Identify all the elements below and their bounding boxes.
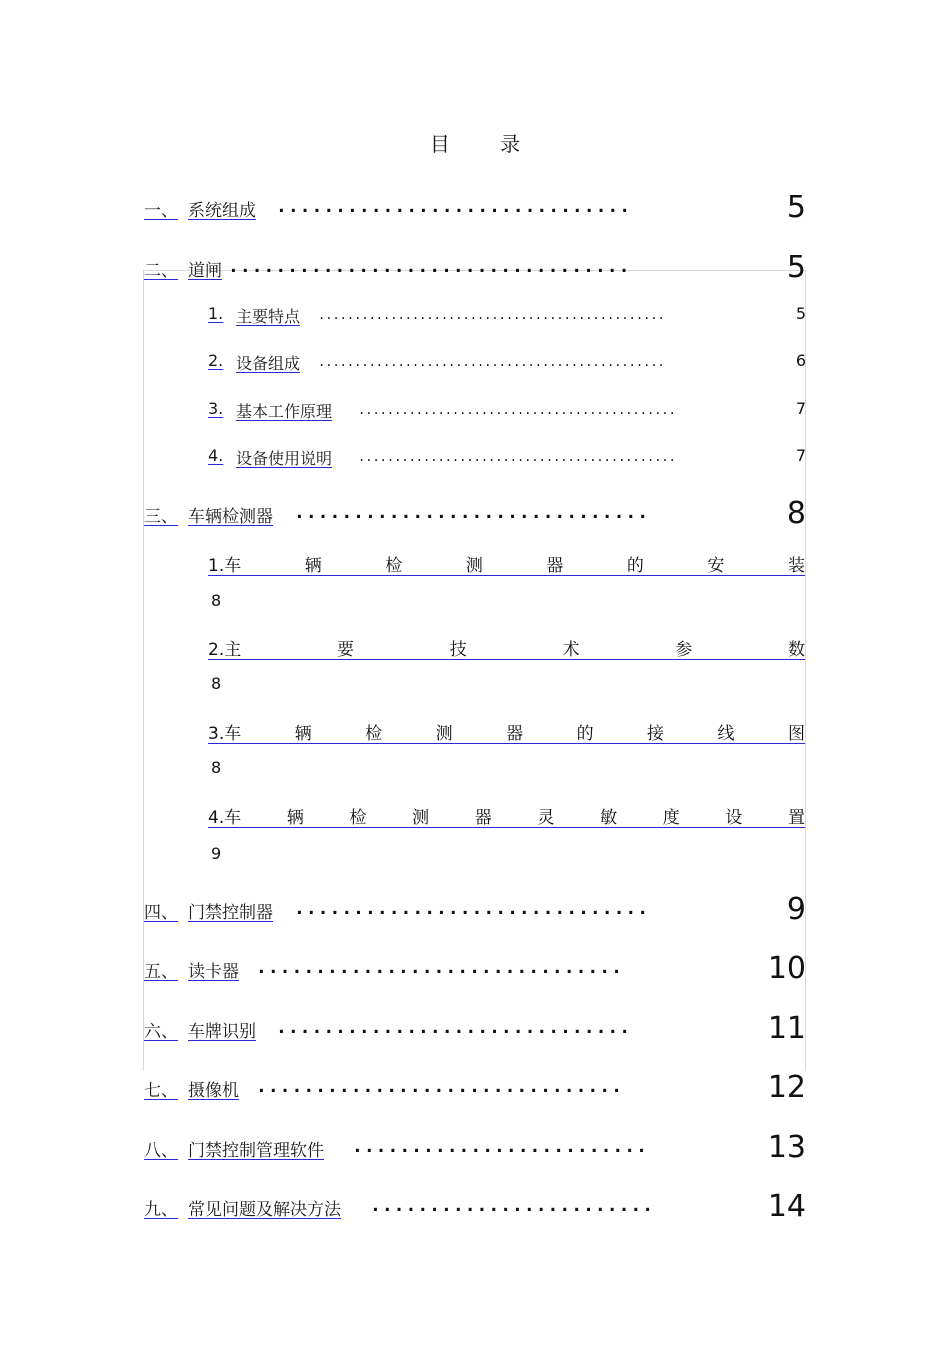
toc-leader-dots: .............................. bbox=[294, 898, 650, 919]
toc-entry-2[interactable] bbox=[0, 250, 950, 290]
toc-page-number: 12 bbox=[767, 1070, 806, 1105]
toc-entry-1[interactable] bbox=[0, 190, 950, 230]
toc-label: 系统组成 bbox=[188, 201, 256, 221]
toc-char: 测 bbox=[465, 556, 483, 576]
toc-entry-3[interactable] bbox=[0, 496, 950, 536]
toc-number: 八、 bbox=[144, 1141, 178, 1161]
toc-leader-dots: .............................. bbox=[294, 502, 650, 523]
toc-leader-dots: .............................. bbox=[276, 1017, 632, 1038]
toc-char: 3.车 bbox=[208, 724, 242, 744]
toc-label: 门禁控制器 bbox=[188, 903, 273, 923]
toc-number: 3. bbox=[208, 399, 224, 418]
toc-page-number: 5 bbox=[795, 304, 806, 323]
toc-char: 的 bbox=[626, 556, 644, 576]
toc-page-number: 14 bbox=[767, 1189, 806, 1224]
toc-leader-dots: ........................ bbox=[370, 1195, 655, 1216]
toc-label: 常见问题及解决方法 bbox=[188, 1200, 341, 1220]
toc-page-number: 13 bbox=[767, 1130, 806, 1165]
toc-leader-dots: ............................................ bbox=[358, 403, 676, 417]
toc-number: 六、 bbox=[144, 1022, 178, 1042]
toc-number: 四、 bbox=[144, 903, 178, 923]
page-title: 目 录 bbox=[429, 132, 543, 156]
toc-char: 辆 bbox=[286, 808, 304, 828]
toc-page-number: 8 bbox=[211, 591, 222, 610]
toc-page-number: 5 bbox=[786, 190, 806, 225]
toc-entry-4[interactable] bbox=[0, 892, 950, 932]
toc-label: 摄像机 bbox=[188, 1081, 239, 1101]
toc-page-number: 8 bbox=[211, 758, 222, 777]
toc-char: 线 bbox=[717, 724, 735, 744]
toc-leader-dots: .............................. bbox=[276, 196, 632, 217]
toc-label: 读卡器 bbox=[188, 962, 239, 982]
toc-char: 1.车 bbox=[208, 556, 242, 576]
toc-char: 2.主 bbox=[208, 640, 242, 660]
toc-page-number: 9 bbox=[786, 892, 806, 927]
toc-char: 置 bbox=[788, 808, 805, 828]
toc-subentry-gate-4[interactable] bbox=[0, 446, 950, 486]
toc-leader-dots: ......................... bbox=[352, 1136, 648, 1157]
toc-number: 二、 bbox=[144, 261, 178, 281]
toc-char: 器 bbox=[474, 808, 492, 828]
toc-label: 车牌识别 bbox=[188, 1022, 256, 1042]
toc-entry-7[interactable] bbox=[0, 1070, 950, 1110]
toc-leader-dots: .................................. bbox=[228, 256, 631, 277]
toc-subentry-gate-1[interactable] bbox=[0, 304, 950, 344]
toc-char: 4.车 bbox=[208, 808, 242, 828]
toc-entry-8[interactable] bbox=[0, 1130, 950, 1170]
toc-subentry-detector-3[interactable] bbox=[208, 719, 805, 744]
toc-number: 九、 bbox=[144, 1200, 178, 1220]
toc-subentry-detector-2[interactable] bbox=[208, 635, 805, 660]
toc-number: 五、 bbox=[144, 962, 178, 982]
toc-char: 设 bbox=[725, 808, 743, 828]
toc-page-number: 7 bbox=[795, 446, 806, 465]
toc-entry-5[interactable] bbox=[0, 951, 950, 991]
toc-leader-dots: ................................................ bbox=[318, 308, 665, 322]
toc-char: 测 bbox=[435, 724, 453, 744]
toc-number: 七、 bbox=[144, 1081, 178, 1101]
toc-number: 2. bbox=[208, 351, 224, 370]
toc-subentry-detector-1[interactable] bbox=[208, 551, 805, 576]
toc-page-number: 9 bbox=[211, 844, 222, 863]
toc-char: 器 bbox=[506, 724, 524, 744]
toc-label: 车辆检测器 bbox=[188, 507, 273, 527]
toc-char: 术 bbox=[562, 640, 580, 660]
toc-char: 器 bbox=[546, 556, 564, 576]
toc-char: 接 bbox=[647, 724, 665, 744]
toc-char: 检 bbox=[385, 556, 403, 576]
toc-char: 敏 bbox=[600, 808, 618, 828]
toc-label: 设备使用说明 bbox=[236, 449, 333, 468]
toc-char: 检 bbox=[349, 808, 367, 828]
toc-page-number: 10 bbox=[767, 951, 806, 986]
toc-leader-dots: ............................... bbox=[256, 1076, 623, 1097]
toc-char: 要 bbox=[336, 640, 354, 660]
toc-leader-dots: ................................................ bbox=[318, 355, 665, 369]
toc-char: 数 bbox=[787, 640, 805, 660]
toc-page-number: 5 bbox=[786, 250, 806, 285]
toc-page-number: 11 bbox=[767, 1011, 806, 1046]
toc-char: 装 bbox=[787, 556, 805, 576]
toc-page-number: 8 bbox=[211, 674, 222, 693]
toc-label: 道闸 bbox=[188, 261, 222, 281]
toc-label: 主要特点 bbox=[236, 307, 301, 326]
toc-page-number: 8 bbox=[786, 496, 806, 531]
toc-char: 灵 bbox=[537, 808, 555, 828]
toc-label: 设备组成 bbox=[236, 354, 301, 373]
toc-char: 图 bbox=[787, 724, 805, 744]
toc-subentry-detector-4[interactable] bbox=[208, 803, 805, 828]
toc-number: 1. bbox=[208, 304, 224, 323]
toc-char: 的 bbox=[576, 724, 594, 744]
toc-label: 门禁控制管理软件 bbox=[188, 1141, 324, 1161]
toc-char: 度 bbox=[662, 808, 680, 828]
toc-subentry-gate-2[interactable] bbox=[0, 351, 950, 391]
toc-char: 检 bbox=[365, 724, 383, 744]
toc-entry-9[interactable] bbox=[0, 1189, 950, 1229]
toc-number: 三、 bbox=[144, 507, 178, 527]
toc-label: 基本工作原理 bbox=[236, 402, 333, 421]
toc-char: 辆 bbox=[294, 724, 312, 744]
toc-subentry-gate-3[interactable] bbox=[0, 399, 950, 439]
toc-char: 安 bbox=[707, 556, 725, 576]
toc-char: 测 bbox=[412, 808, 430, 828]
toc-number: 4. bbox=[208, 446, 224, 465]
toc-entry-6[interactable] bbox=[0, 1011, 950, 1051]
toc-char: 参 bbox=[675, 640, 693, 660]
toc-page-number: 6 bbox=[795, 351, 806, 370]
toc-leader-dots: ............................... bbox=[256, 957, 623, 978]
toc-leader-dots: ............................................ bbox=[358, 450, 676, 464]
toc-char: 技 bbox=[449, 640, 467, 660]
toc-number: 一、 bbox=[144, 201, 178, 221]
toc-page-number: 7 bbox=[795, 399, 806, 418]
toc-char: 辆 bbox=[304, 556, 322, 576]
